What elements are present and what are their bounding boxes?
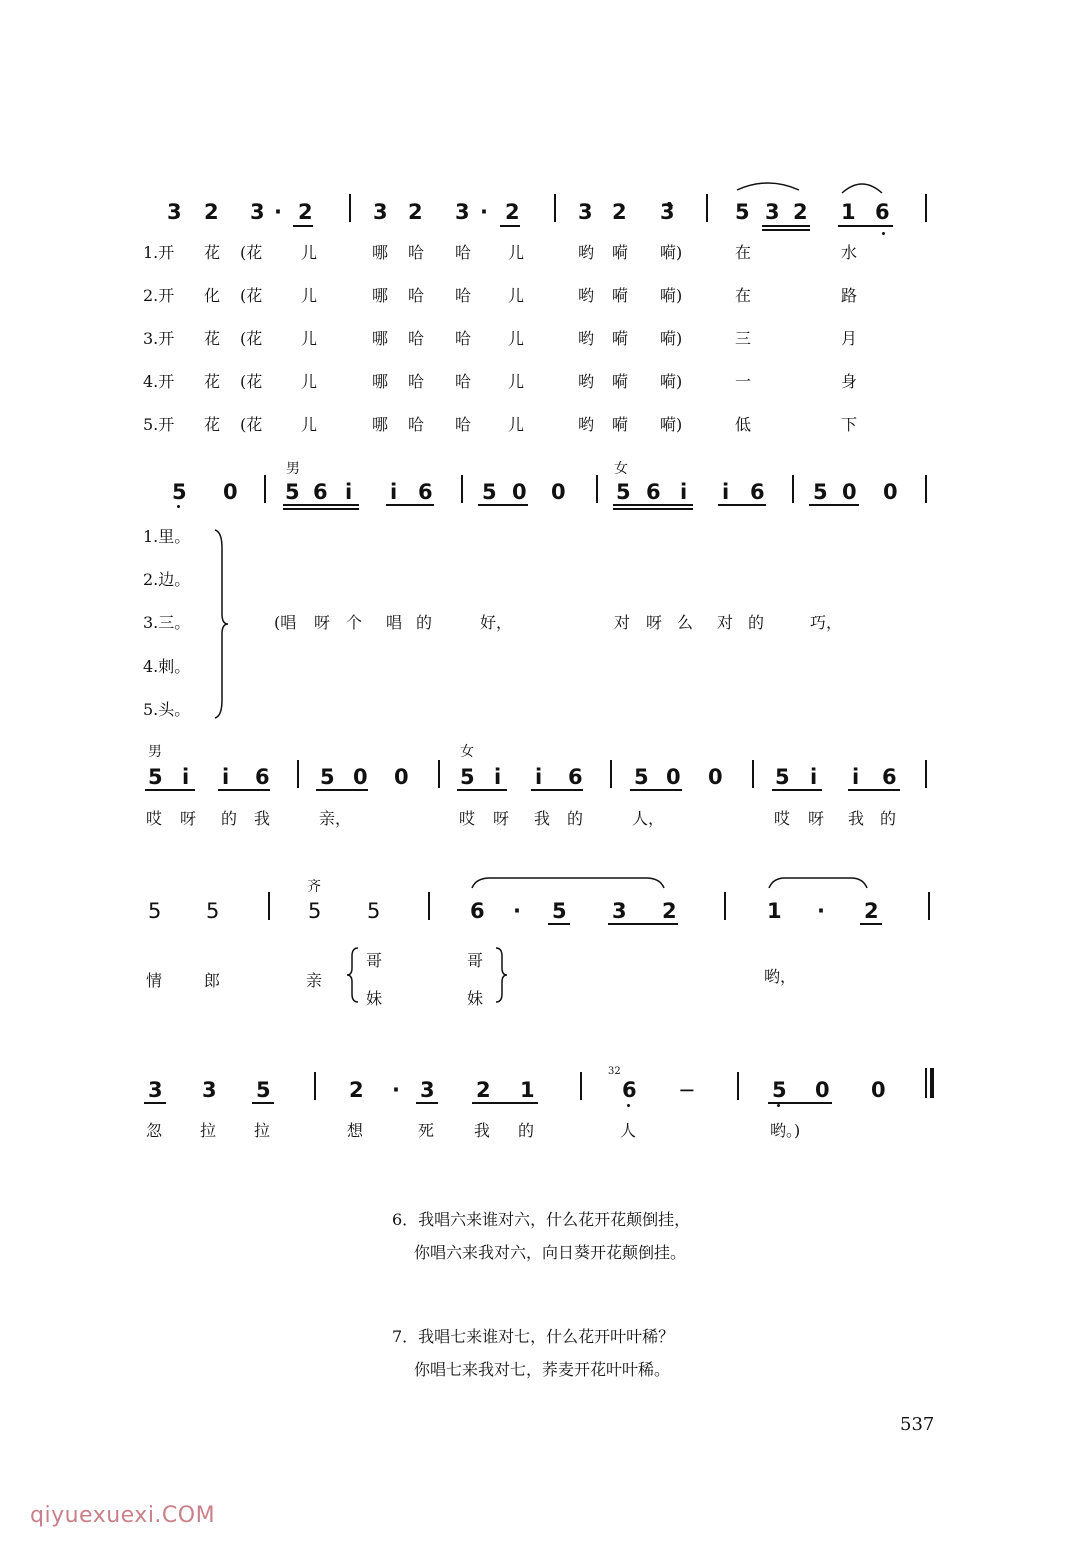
note: 1: [767, 899, 782, 923]
note: i: [535, 765, 543, 789]
lyric: 亲，: [319, 809, 352, 828]
note: 5: [172, 480, 187, 504]
final-barline-thin: [925, 1068, 927, 1098]
lyric: 儿: [508, 415, 525, 434]
note: i: [680, 480, 688, 504]
note: 3: [612, 899, 627, 923]
note: 3: [578, 200, 593, 224]
lyric: 呀: [493, 809, 510, 828]
lyric: 哟: [578, 415, 595, 434]
lyric: 水: [841, 243, 858, 262]
lyric: 忽: [146, 1121, 163, 1140]
brace-right: [494, 946, 508, 1004]
lyric: 的: [221, 809, 238, 828]
lyric: 我: [254, 809, 271, 828]
barline: [596, 475, 598, 503]
slur: [470, 876, 666, 890]
lyric: 嗬): [660, 329, 683, 348]
note: ·: [513, 899, 521, 923]
note: 5: [775, 765, 790, 789]
note: 2: [793, 200, 808, 224]
lyric: 花: [204, 415, 221, 434]
barline: [792, 475, 794, 503]
lyric-alt: 哥: [467, 951, 484, 970]
lyric: 的: [518, 1121, 535, 1140]
lyric: 巧，: [810, 613, 843, 632]
barline: [752, 760, 754, 788]
barline: [554, 194, 556, 222]
lyric: 好，: [480, 613, 513, 632]
barline: [264, 475, 266, 503]
note: i: [390, 480, 398, 504]
barline: [461, 475, 463, 503]
note: 6: [646, 480, 661, 504]
lyric: 的: [567, 809, 584, 828]
barline: [724, 892, 726, 920]
lyric: 花: [204, 243, 221, 262]
note: 5: [148, 765, 163, 789]
lyric: 嗬: [612, 286, 629, 305]
verse-ending: 4.刺。: [143, 657, 191, 676]
lyric: 儿: [301, 243, 318, 262]
verse-ending: 5.头。: [143, 700, 191, 719]
lyric: 路: [841, 286, 858, 305]
barline: [268, 892, 270, 920]
lyric: 个: [346, 613, 363, 632]
note: 3: [148, 1078, 163, 1102]
note: 0: [551, 480, 566, 504]
lyric: 哈: [455, 243, 472, 262]
lyric: 郎: [204, 971, 221, 990]
note: 6: [470, 899, 485, 923]
note: 2: [408, 200, 423, 224]
lyric: 嗬: [612, 243, 629, 262]
barline: [314, 1072, 316, 1100]
lyric: 3.开: [143, 329, 175, 348]
note: 0: [512, 480, 527, 504]
verse-6-line-2: 你唱六来我对六，向日葵开花颠倒挂。: [414, 1243, 687, 1262]
lyric: 哈: [408, 372, 425, 391]
lyric: 的: [416, 613, 433, 632]
barline: [925, 760, 927, 788]
lyric: 呀: [646, 613, 663, 632]
note: 1: [520, 1078, 535, 1102]
lyric: 下: [841, 415, 858, 434]
watermark: qiyuexuexi.COM: [30, 1503, 216, 1528]
barline: [428, 892, 430, 920]
lyric: 对: [717, 613, 734, 632]
note: 5: [148, 899, 162, 923]
note: 1: [841, 200, 856, 224]
note: 2: [505, 200, 520, 224]
verse-7-line-1: 7．我唱七来谁对七，什么花开叶叶稀？: [392, 1327, 675, 1346]
note: 5: [285, 480, 300, 504]
note: i: [722, 480, 730, 504]
lyric: 想: [347, 1121, 364, 1140]
note: −: [678, 1078, 696, 1102]
lyric: 身: [841, 372, 858, 391]
lyric: 哈: [455, 415, 472, 434]
note: i: [810, 765, 818, 789]
lyric: 我: [848, 809, 865, 828]
female-mark: 女: [460, 744, 474, 760]
lyric: 死: [418, 1121, 435, 1140]
lyric: 儿: [301, 329, 318, 348]
lyric: 对: [614, 613, 631, 632]
note: 3: [167, 200, 182, 224]
final-barline-thick: [930, 1068, 934, 1098]
lyric: 哟。): [770, 1121, 801, 1140]
note: 5: [813, 480, 828, 504]
note: 5: [616, 480, 631, 504]
note: i: [222, 765, 230, 789]
barline: [928, 892, 930, 920]
lyric-alt: 哥: [366, 951, 383, 970]
verse-ending: 2.边。: [143, 570, 191, 589]
note: 5: [552, 899, 567, 923]
note: 6: [875, 200, 890, 224]
lyric: 嗬): [660, 286, 683, 305]
note: 5: [308, 899, 322, 923]
note: 0: [223, 480, 238, 504]
lyric: 亲: [306, 971, 323, 990]
note: ·: [274, 200, 282, 224]
verse-ending: 3.三。: [143, 613, 191, 632]
lyric: 情: [146, 971, 163, 990]
male-mark: 男: [286, 461, 300, 477]
note: 6: [750, 480, 765, 504]
lyric: 儿: [508, 372, 525, 391]
note: 0: [871, 1078, 886, 1102]
barline: [438, 760, 440, 788]
page-number: 537: [900, 1414, 935, 1435]
lyric-alt: 妹: [366, 989, 383, 1008]
note-fermata: 3̂: [660, 200, 675, 224]
lyric: 哟: [578, 372, 595, 391]
lyric: 嗬: [612, 372, 629, 391]
lyric: 嗬: [612, 415, 629, 434]
lyric: 人，: [632, 809, 665, 828]
lyric: 儿: [301, 286, 318, 305]
lyric: 儿: [508, 286, 525, 305]
lyric: 哈: [408, 329, 425, 348]
lyric: 嗬): [660, 372, 683, 391]
lyric: 呀: [314, 613, 331, 632]
lyric: 2.开: [143, 286, 175, 305]
note: 2: [349, 1078, 364, 1102]
lyric: 哪: [372, 286, 389, 305]
note: 2: [662, 899, 677, 923]
lyric: 呀: [180, 809, 197, 828]
slur: [840, 181, 884, 195]
slur: [767, 876, 869, 890]
lyric: 儿: [301, 415, 318, 434]
note: ·: [392, 1078, 400, 1102]
note: i: [345, 480, 353, 504]
note: 5: [634, 765, 649, 789]
lyric: 哈: [455, 372, 472, 391]
note: 3: [420, 1078, 435, 1102]
lyric: 三: [735, 329, 752, 348]
note: 3: [202, 1078, 217, 1102]
lyric: 在: [735, 286, 752, 305]
lyric: 哈: [408, 415, 425, 434]
lyric: 嗬): [660, 415, 683, 434]
lyric: (花: [240, 329, 263, 348]
lyric: 拉: [254, 1121, 271, 1140]
note: 6: [882, 765, 897, 789]
note: 2: [864, 899, 879, 923]
note: 5: [482, 480, 497, 504]
note: 5: [320, 765, 335, 789]
note: i: [494, 765, 502, 789]
note: 0: [708, 765, 723, 789]
lyric: 哎: [459, 809, 476, 828]
lyric: 唱: [386, 613, 403, 632]
slur: [735, 180, 801, 192]
note: 0: [353, 765, 368, 789]
lyric: 哎: [146, 809, 163, 828]
note: 5: [256, 1078, 271, 1102]
note: 0: [842, 480, 857, 504]
barline: [706, 194, 708, 222]
note: 2: [476, 1078, 491, 1102]
note: 6: [568, 765, 583, 789]
lyric: 嗬: [612, 329, 629, 348]
lyric: 哪: [372, 415, 389, 434]
lyric: 儿: [508, 329, 525, 348]
barline: [925, 475, 927, 503]
note: i: [182, 765, 190, 789]
lyric: 在: [735, 243, 752, 262]
brace: [212, 528, 228, 720]
lyric: 月: [841, 329, 858, 348]
lyric: 的: [748, 613, 765, 632]
lyric: 人: [620, 1121, 637, 1140]
barline: [925, 194, 927, 222]
lyric: 5.开: [143, 415, 175, 434]
lyric: 4.开: [143, 372, 175, 391]
lyric: 哪: [372, 372, 389, 391]
note: i: [852, 765, 860, 789]
lyric: 哈: [455, 329, 472, 348]
brace-left: [346, 946, 360, 1004]
note: 5: [367, 899, 381, 923]
lyric: 的: [880, 809, 897, 828]
lyric: 1.开: [143, 243, 175, 262]
lyric: 我: [474, 1121, 491, 1140]
note: 2: [612, 200, 627, 224]
together-mark: 齐: [307, 879, 321, 895]
note: 0: [666, 765, 681, 789]
lyric: 我: [534, 809, 551, 828]
note: 3: [765, 200, 780, 224]
lyric: 哪: [372, 329, 389, 348]
note: 3: [455, 200, 470, 224]
lyric: (花: [240, 243, 263, 262]
lyric: 儿: [301, 372, 318, 391]
verse-ending: 1.里。: [143, 527, 191, 546]
note: 5: [772, 1078, 787, 1102]
barline: [297, 760, 299, 788]
note: 2: [298, 200, 313, 224]
lyric: 花: [204, 372, 221, 391]
note: 5: [735, 200, 750, 224]
lyric: 一: [735, 372, 752, 391]
note: 3: [250, 200, 265, 224]
lyric: 哟: [578, 329, 595, 348]
lyric: (花: [240, 415, 263, 434]
note: 0: [815, 1078, 830, 1102]
lyric: 么: [677, 613, 694, 632]
note: 6: [418, 480, 433, 504]
note: 3: [373, 200, 388, 224]
lyric: 儿: [508, 243, 525, 262]
note: ·: [480, 200, 488, 224]
lyric: 哈: [455, 286, 472, 305]
note: 2: [204, 200, 219, 224]
lyric: 哈: [408, 286, 425, 305]
note: ·: [817, 899, 825, 923]
lyric: 花: [204, 329, 221, 348]
note: 5: [460, 765, 475, 789]
lyric: 哟: [578, 286, 595, 305]
verse-6-line-1: 6．我唱六来谁对六，什么花开花颠倒挂，: [392, 1210, 691, 1229]
lyric: 哎: [774, 809, 791, 828]
lyric-alt: 妹: [467, 989, 484, 1008]
lyric: (花: [240, 372, 263, 391]
note: 0: [394, 765, 409, 789]
lyric: 化: [204, 286, 221, 305]
male-mark: 男: [148, 744, 162, 760]
lyric: 哈: [408, 243, 425, 262]
barline: [737, 1072, 739, 1100]
lyric: 拉: [200, 1121, 217, 1140]
lyric: 呀: [808, 809, 825, 828]
barline: [610, 760, 612, 788]
lyric: 嗬): [660, 243, 683, 262]
verse-7-line-2: 你唱七来我对七，荞麦开花叶叶稀。: [414, 1360, 671, 1379]
note: 6: [622, 1078, 637, 1102]
note: 5: [206, 899, 220, 923]
lyric: 哪: [372, 243, 389, 262]
lyric: 哟: [578, 243, 595, 262]
note: 6: [255, 765, 270, 789]
lyric: 低: [735, 415, 752, 434]
barline: [580, 1072, 582, 1100]
lyric: (花: [240, 286, 263, 305]
lyric: (唱: [274, 613, 297, 632]
barline: [349, 194, 351, 222]
lyric: 哟，: [764, 967, 797, 986]
note: 0: [883, 480, 898, 504]
note: 6: [313, 480, 328, 504]
female-mark: 女: [614, 461, 628, 477]
grace-note: 32: [608, 1066, 621, 1077]
